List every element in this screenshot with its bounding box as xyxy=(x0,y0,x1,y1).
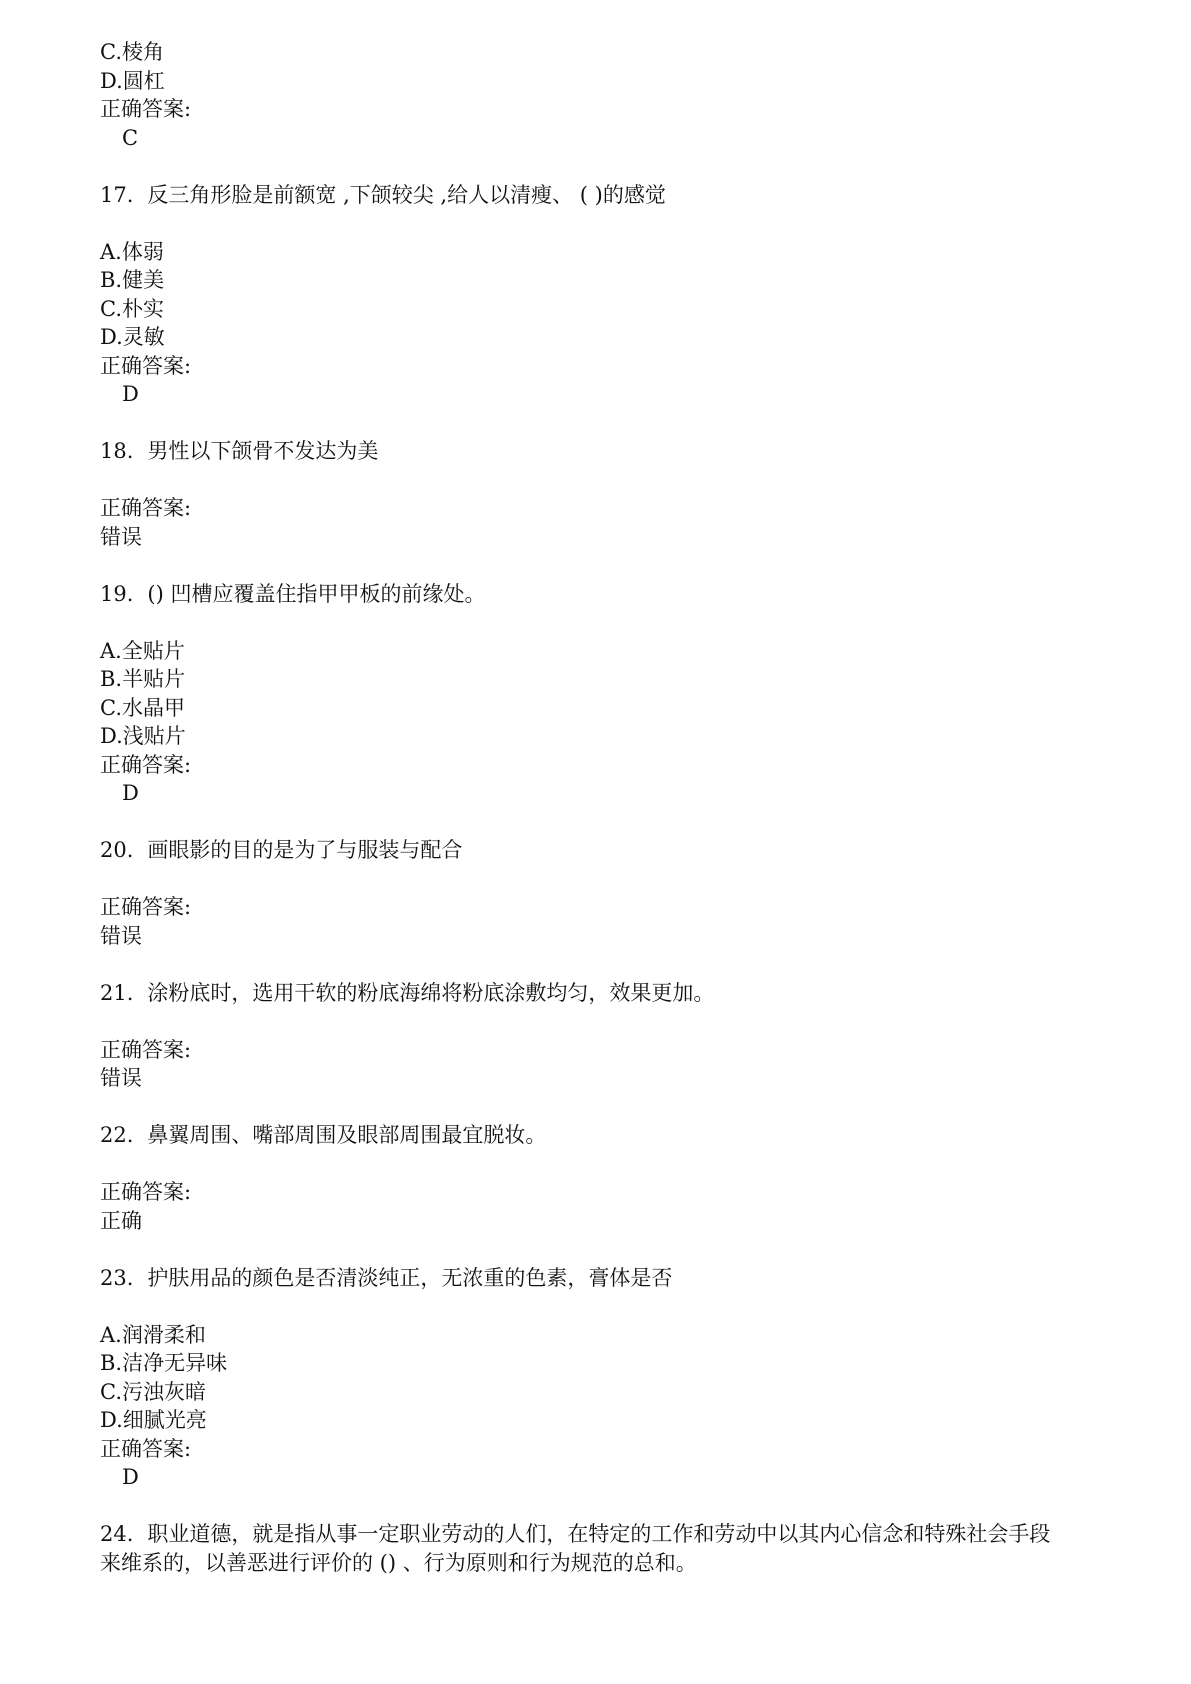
question-22 xyxy=(100,1121,1100,1264)
question-number: 17. xyxy=(100,182,134,207)
question-number: 18. xyxy=(100,439,134,463)
question-text-continued: 来维系的，以善恶进行评价的 () 、行为原则和行为规范的总和。 xyxy=(100,1550,697,1575)
question-text: 19. () 凹槽应覆盖住指甲甲板的前缘处。 xyxy=(100,581,486,606)
question-number: 20. xyxy=(100,838,134,862)
option: B.健美 xyxy=(100,268,165,292)
question-17 xyxy=(100,181,1100,438)
option: C.污浊灰暗 xyxy=(100,1379,206,1404)
question-text: 17. 反三角形脸是前额宽 ,下颌较尖 ,给人以清瘦、 ( )的感觉 xyxy=(100,182,666,207)
answer-value: 错误 xyxy=(100,524,142,549)
question-text: 18. 男性以下颌骨不发达为美 xyxy=(100,439,379,463)
option: C.朴实 xyxy=(100,296,164,321)
answer-value: 错误 xyxy=(100,1066,142,1090)
answer-value: D xyxy=(122,382,139,406)
answer-value: 正确 xyxy=(100,1208,142,1233)
question-19 xyxy=(100,580,1100,837)
answer-value: D xyxy=(122,1465,139,1489)
question-number: 24. xyxy=(100,1522,134,1546)
question-text: 22. 鼻翼周围、嘴部周围及眼部周围最宜脱妆。 xyxy=(100,1123,547,1147)
question-24 xyxy=(100,1520,1100,1577)
option: B.洁净无异味 xyxy=(100,1351,228,1375)
answer-label: 正确答案: xyxy=(100,895,192,919)
option: A.润滑柔和 xyxy=(100,1322,206,1347)
answer-value: 错误 xyxy=(100,923,142,948)
option: A.体弱 xyxy=(100,239,164,264)
answer-value: D xyxy=(122,781,139,805)
answer-label: 正确答案: xyxy=(100,353,192,378)
answer-label: 正确答案: xyxy=(100,1037,192,1062)
option: C.棱角 xyxy=(100,40,164,64)
question-number: 23. xyxy=(100,1265,134,1290)
answer-label: 正确答案: xyxy=(100,1180,192,1204)
option: D.细腻光亮 xyxy=(100,1408,207,1432)
answer-label: 正确答案: xyxy=(100,1436,192,1461)
question-number: 19. xyxy=(100,581,134,606)
question-18 xyxy=(100,437,1100,580)
option: B.半贴片 xyxy=(100,667,186,691)
option: D.灵敏 xyxy=(100,325,165,349)
question-text: 24. 职业道德，就是指从事一定职业劳动的人们，在特定的工作和劳动中以其内心信念和特殊社会手段 xyxy=(100,1522,1051,1546)
answer-label: 正确答案: xyxy=(100,752,192,777)
question-21 xyxy=(100,979,1100,1122)
question-text: 23. 护肤用品的颜色是否清淡纯正，无浓重的色素，膏体是否 xyxy=(100,1265,673,1290)
answer-value: C xyxy=(122,125,139,150)
question-number: 22. xyxy=(100,1123,134,1147)
question-number: 21. xyxy=(100,980,134,1005)
question-text: 21. 涂粉底时，选用干软的粉底海绵将粉底涂敷均匀，效果更加。 xyxy=(100,980,715,1005)
option: D.浅贴片 xyxy=(100,724,186,748)
question-20 xyxy=(100,836,1100,979)
question-text: 20. 画眼影的目的是为了与服装与配合 xyxy=(100,838,463,862)
document-page xyxy=(100,38,1100,1577)
answer-label: 正确答案: xyxy=(100,496,192,520)
option: D.圆杠 xyxy=(100,68,165,93)
answer-label: 正确答案: xyxy=(100,97,192,121)
question-23 xyxy=(100,1264,1100,1521)
option: C.水晶甲 xyxy=(100,695,185,720)
option: A.全贴片 xyxy=(100,638,185,663)
